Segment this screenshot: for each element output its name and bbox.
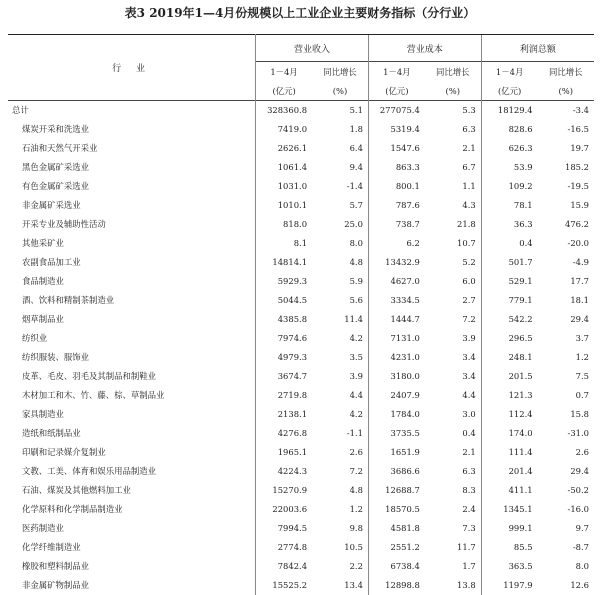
revenue-growth: -1.4: [312, 177, 368, 196]
industry-name: 橡胶和塑料制品业: [8, 557, 256, 576]
table-row: [8, 405, 594, 424]
cost-value: 13432.9: [368, 253, 424, 272]
revenue-value: 4276.8: [256, 424, 312, 443]
profit-value: 109.2: [481, 177, 537, 196]
industry-name: 烟草制品业: [8, 310, 256, 329]
table-row: [8, 291, 594, 310]
revenue-value: 7419.0: [256, 120, 312, 139]
group-header-profit: 利润总额: [481, 35, 594, 62]
profit-growth: 8.0: [538, 557, 594, 576]
industry-name: 黑色金属矿采选业: [8, 158, 256, 177]
revenue-growth: 4.2: [312, 329, 368, 348]
cost-value: 738.7: [368, 215, 424, 234]
revenue-growth: 5.6: [312, 291, 368, 310]
table-row: [8, 443, 594, 462]
cost-value: 1444.7: [368, 310, 424, 329]
industry-name: 造纸和纸制品业: [8, 424, 256, 443]
industry-name: 木材加工和木、竹、藤、棕、草制品业: [8, 386, 256, 405]
revenue-value: 5929.3: [256, 272, 312, 291]
cost-value: 277075.4: [368, 101, 424, 121]
industry-name: 皮革、毛皮、羽毛及其制品和制鞋业: [8, 367, 256, 386]
profit-growth: -16.0: [538, 500, 594, 519]
cost-value: 1547.6: [368, 139, 424, 158]
profit-growth: -3.4: [538, 101, 594, 121]
table-row: [8, 310, 594, 329]
revenue-growth: 10.5: [312, 538, 368, 557]
revenue-growth: 5.9: [312, 272, 368, 291]
revenue-growth: 9.4: [312, 158, 368, 177]
table-row: [8, 329, 594, 348]
industry-name: 化学原料和化学制品制造业: [8, 500, 256, 519]
industry-name: 家具制造业: [8, 405, 256, 424]
profit-value: 121.3: [481, 386, 537, 405]
revenue-growth: 5.7: [312, 196, 368, 215]
profit-value: 0.4: [481, 234, 537, 253]
table-title: 表3 2019年1—4月份规模以上工业企业主要财务指标（分行业）: [0, 0, 600, 26]
profit-value: 112.4: [481, 405, 537, 424]
revenue-growth: 2.6: [312, 443, 368, 462]
industry-name: 非金属矿物制品业: [8, 576, 256, 595]
revenue-value: 22003.6: [256, 500, 312, 519]
cost-growth: 8.3: [425, 481, 481, 500]
cost-value: 863.3: [368, 158, 424, 177]
table-row: [8, 272, 594, 291]
profit-growth: 185.2: [538, 158, 594, 177]
cost-value: 18570.5: [368, 500, 424, 519]
group-header-revenue: 营业收入: [256, 35, 369, 62]
cost-value: 4581.8: [368, 519, 424, 538]
revenue-value: 4385.8: [256, 310, 312, 329]
cost-growth: 3.0: [425, 405, 481, 424]
profit-value: 36.3: [481, 215, 537, 234]
industry-name: 煤炭开采和洗选业: [8, 120, 256, 139]
cost-value: 12898.8: [368, 576, 424, 595]
profit-growth: 2.6: [538, 443, 594, 462]
industry-name: 开采专业及辅助性活动: [8, 215, 256, 234]
financial-indicators-table: [8, 34, 594, 595]
profit-growth: 15.8: [538, 405, 594, 424]
cost-value: 787.6: [368, 196, 424, 215]
profit-growth: -19.5: [538, 177, 594, 196]
profit-value: 779.1: [481, 291, 537, 310]
table-row: [8, 386, 594, 405]
table-row: [8, 177, 594, 196]
profit-value: 626.3: [481, 139, 537, 158]
table-row: [8, 481, 594, 500]
profit-growth: 7.5: [538, 367, 594, 386]
subheader-unit-pct: (%): [312, 81, 368, 101]
table-row: [8, 348, 594, 367]
profit-growth: 19.7: [538, 139, 594, 158]
profit-value: 111.4: [481, 443, 537, 462]
industry-name: 化学纤维制造业: [8, 538, 256, 557]
revenue-growth: 4.8: [312, 253, 368, 272]
revenue-growth: 25.0: [312, 215, 368, 234]
profit-value: 174.0: [481, 424, 537, 443]
revenue-value: 5044.5: [256, 291, 312, 310]
cost-value: 6.2: [368, 234, 424, 253]
cost-growth: 2.1: [425, 139, 481, 158]
table-row: [8, 538, 594, 557]
cost-growth: 6.3: [425, 120, 481, 139]
profit-growth: 29.4: [538, 310, 594, 329]
profit-growth: 1.2: [538, 348, 594, 367]
cost-value: 1784.0: [368, 405, 424, 424]
cost-value: 3334.5: [368, 291, 424, 310]
revenue-value: 1965.1: [256, 443, 312, 462]
cost-value: 5319.4: [368, 120, 424, 139]
revenue-value: 7994.5: [256, 519, 312, 538]
industry-name: 总计: [8, 101, 256, 121]
table-row: [8, 234, 594, 253]
revenue-growth: 5.1: [312, 101, 368, 121]
cost-growth: 2.7: [425, 291, 481, 310]
cost-growth: 2.4: [425, 500, 481, 519]
profit-value: 828.6: [481, 120, 537, 139]
table-row: [8, 576, 594, 595]
subheader-unit-yuan: (亿元): [256, 81, 312, 101]
table-row: [8, 462, 594, 481]
cost-growth: 10.7: [425, 234, 481, 253]
revenue-value: 1010.1: [256, 196, 312, 215]
industry-name: 医药制造业: [8, 519, 256, 538]
profit-value: 542.2: [481, 310, 537, 329]
cost-growth: 5.3: [425, 101, 481, 121]
profit-growth: 17.7: [538, 272, 594, 291]
industry-name: 酒、饮料和精制茶制造业: [8, 291, 256, 310]
table-row: [8, 196, 594, 215]
industry-name: 印刷和记录媒介复制业: [8, 443, 256, 462]
profit-value: 999.1: [481, 519, 537, 538]
profit-growth: 18.1: [538, 291, 594, 310]
revenue-growth: 7.2: [312, 462, 368, 481]
table-row: [8, 253, 594, 272]
revenue-value: 7974.6: [256, 329, 312, 348]
revenue-growth: 4.2: [312, 405, 368, 424]
profit-value: 296.5: [481, 329, 537, 348]
revenue-growth: 1.8: [312, 120, 368, 139]
cost-value: 6738.4: [368, 557, 424, 576]
industry-name: 石油、煤炭及其他燃料加工业: [8, 481, 256, 500]
profit-growth: 12.6: [538, 576, 594, 595]
revenue-value: 1061.4: [256, 158, 312, 177]
cost-value: 2551.2: [368, 538, 424, 557]
subheader-unit-yuan: (亿元): [481, 81, 537, 101]
cost-growth: 6.3: [425, 462, 481, 481]
cost-growth: 2.1: [425, 443, 481, 462]
industry-name: 纺织业: [8, 329, 256, 348]
revenue-growth: 3.5: [312, 348, 368, 367]
profit-growth: 0.7: [538, 386, 594, 405]
industry-name: 纺织服装、服饰业: [8, 348, 256, 367]
table-row: [8, 500, 594, 519]
cost-value: 1651.9: [368, 443, 424, 462]
revenue-value: 328360.8: [256, 101, 312, 121]
industry-name: 有色金属矿采选业: [8, 177, 256, 196]
cost-growth: 4.4: [425, 386, 481, 405]
table-row: [8, 120, 594, 139]
cost-growth: 3.9: [425, 329, 481, 348]
profit-value: 248.1: [481, 348, 537, 367]
cost-value: 3180.0: [368, 367, 424, 386]
profit-value: 411.1: [481, 481, 537, 500]
revenue-value: 2138.1: [256, 405, 312, 424]
row-header-label: 行 业: [8, 35, 256, 101]
revenue-growth: 4.8: [312, 481, 368, 500]
cost-growth: 21.8: [425, 215, 481, 234]
revenue-value: 2774.8: [256, 538, 312, 557]
cost-growth: 3.4: [425, 348, 481, 367]
subheader-period: 1－4月: [368, 62, 424, 82]
table-row: [8, 158, 594, 177]
subheader-growth: 同比增长: [425, 62, 481, 82]
subheader-period: 1－4月: [256, 62, 312, 82]
cost-growth: 0.4: [425, 424, 481, 443]
cost-growth: 1.7: [425, 557, 481, 576]
profit-growth: -8.7: [538, 538, 594, 557]
industry-name: 石油和天然气开采业: [8, 139, 256, 158]
cost-growth: 6.0: [425, 272, 481, 291]
profit-value: 53.9: [481, 158, 537, 177]
profit-growth: 15.9: [538, 196, 594, 215]
revenue-growth: 6.4: [312, 139, 368, 158]
subheader-growth: 同比增长: [538, 62, 594, 82]
revenue-growth: -1.1: [312, 424, 368, 443]
profit-value: 78.1: [481, 196, 537, 215]
table-row: [8, 215, 594, 234]
group-header-cost: 营业成本: [368, 35, 481, 62]
revenue-growth: 13.4: [312, 576, 368, 595]
cost-growth: 1.1: [425, 177, 481, 196]
cost-growth: 3.4: [425, 367, 481, 386]
cost-growth: 11.7: [425, 538, 481, 557]
table-body: [8, 101, 594, 595]
revenue-value: 7842.4: [256, 557, 312, 576]
cost-value: 3735.5: [368, 424, 424, 443]
cost-value: 800.1: [368, 177, 424, 196]
cost-growth: 13.8: [425, 576, 481, 595]
cost-value: 12688.7: [368, 481, 424, 500]
profit-growth: 9.7: [538, 519, 594, 538]
profit-growth: 476.2: [538, 215, 594, 234]
revenue-growth: 3.9: [312, 367, 368, 386]
cost-growth: 4.3: [425, 196, 481, 215]
profit-growth: -16.5: [538, 120, 594, 139]
profit-value: 1197.9: [481, 576, 537, 595]
industry-name: 农副食品加工业: [8, 253, 256, 272]
profit-value: 363.5: [481, 557, 537, 576]
subheader-growth: 同比增长: [312, 62, 368, 82]
revenue-growth: 2.2: [312, 557, 368, 576]
cost-value: 4231.0: [368, 348, 424, 367]
revenue-value: 2626.1: [256, 139, 312, 158]
industry-name: 文教、工美、体育和娱乐用品制造业: [8, 462, 256, 481]
revenue-value: 14814.1: [256, 253, 312, 272]
revenue-value: 1031.0: [256, 177, 312, 196]
cost-value: 7131.0: [368, 329, 424, 348]
revenue-value: 4979.3: [256, 348, 312, 367]
profit-growth: 29.4: [538, 462, 594, 481]
profit-growth: -4.9: [538, 253, 594, 272]
profit-growth: 3.7: [538, 329, 594, 348]
revenue-value: 15525.2: [256, 576, 312, 595]
profit-growth: -50.2: [538, 481, 594, 500]
cost-value: 2407.9: [368, 386, 424, 405]
subheader-unit-yuan: (亿元): [368, 81, 424, 101]
profit-value: 201.4: [481, 462, 537, 481]
revenue-growth: 4.4: [312, 386, 368, 405]
cost-value: 3686.6: [368, 462, 424, 481]
cost-growth: 6.7: [425, 158, 481, 177]
subheader-period: 1－4月: [481, 62, 537, 82]
table-row: [8, 519, 594, 538]
subheader-unit-pct: (%): [425, 81, 481, 101]
revenue-growth: 9.8: [312, 519, 368, 538]
profit-value: 201.5: [481, 367, 537, 386]
subheader-unit-pct: (%): [538, 81, 594, 101]
revenue-growth: 1.2: [312, 500, 368, 519]
cost-growth: 7.2: [425, 310, 481, 329]
profit-growth: -31.0: [538, 424, 594, 443]
industry-name: 其他采矿业: [8, 234, 256, 253]
table-row: [8, 101, 594, 121]
table-row: [8, 367, 594, 386]
cost-value: 4627.0: [368, 272, 424, 291]
profit-value: 501.7: [481, 253, 537, 272]
industry-name: 食品制造业: [8, 272, 256, 291]
industry-name: 非金属矿采选业: [8, 196, 256, 215]
profit-value: 1345.1: [481, 500, 537, 519]
revenue-value: 15270.9: [256, 481, 312, 500]
revenue-value: 818.0: [256, 215, 312, 234]
table-row: [8, 557, 594, 576]
table-row: [8, 424, 594, 443]
cost-growth: 5.2: [425, 253, 481, 272]
revenue-value: 4224.3: [256, 462, 312, 481]
revenue-value: 3674.7: [256, 367, 312, 386]
profit-growth: -20.0: [538, 234, 594, 253]
table-row: [8, 139, 594, 158]
revenue-value: 8.1: [256, 234, 312, 253]
revenue-growth: 11.4: [312, 310, 368, 329]
revenue-value: 2719.8: [256, 386, 312, 405]
cost-growth: 7.3: [425, 519, 481, 538]
profit-value: 529.1: [481, 272, 537, 291]
profit-value: 18129.4: [481, 101, 537, 121]
profit-value: 85.5: [481, 538, 537, 557]
revenue-growth: 8.0: [312, 234, 368, 253]
